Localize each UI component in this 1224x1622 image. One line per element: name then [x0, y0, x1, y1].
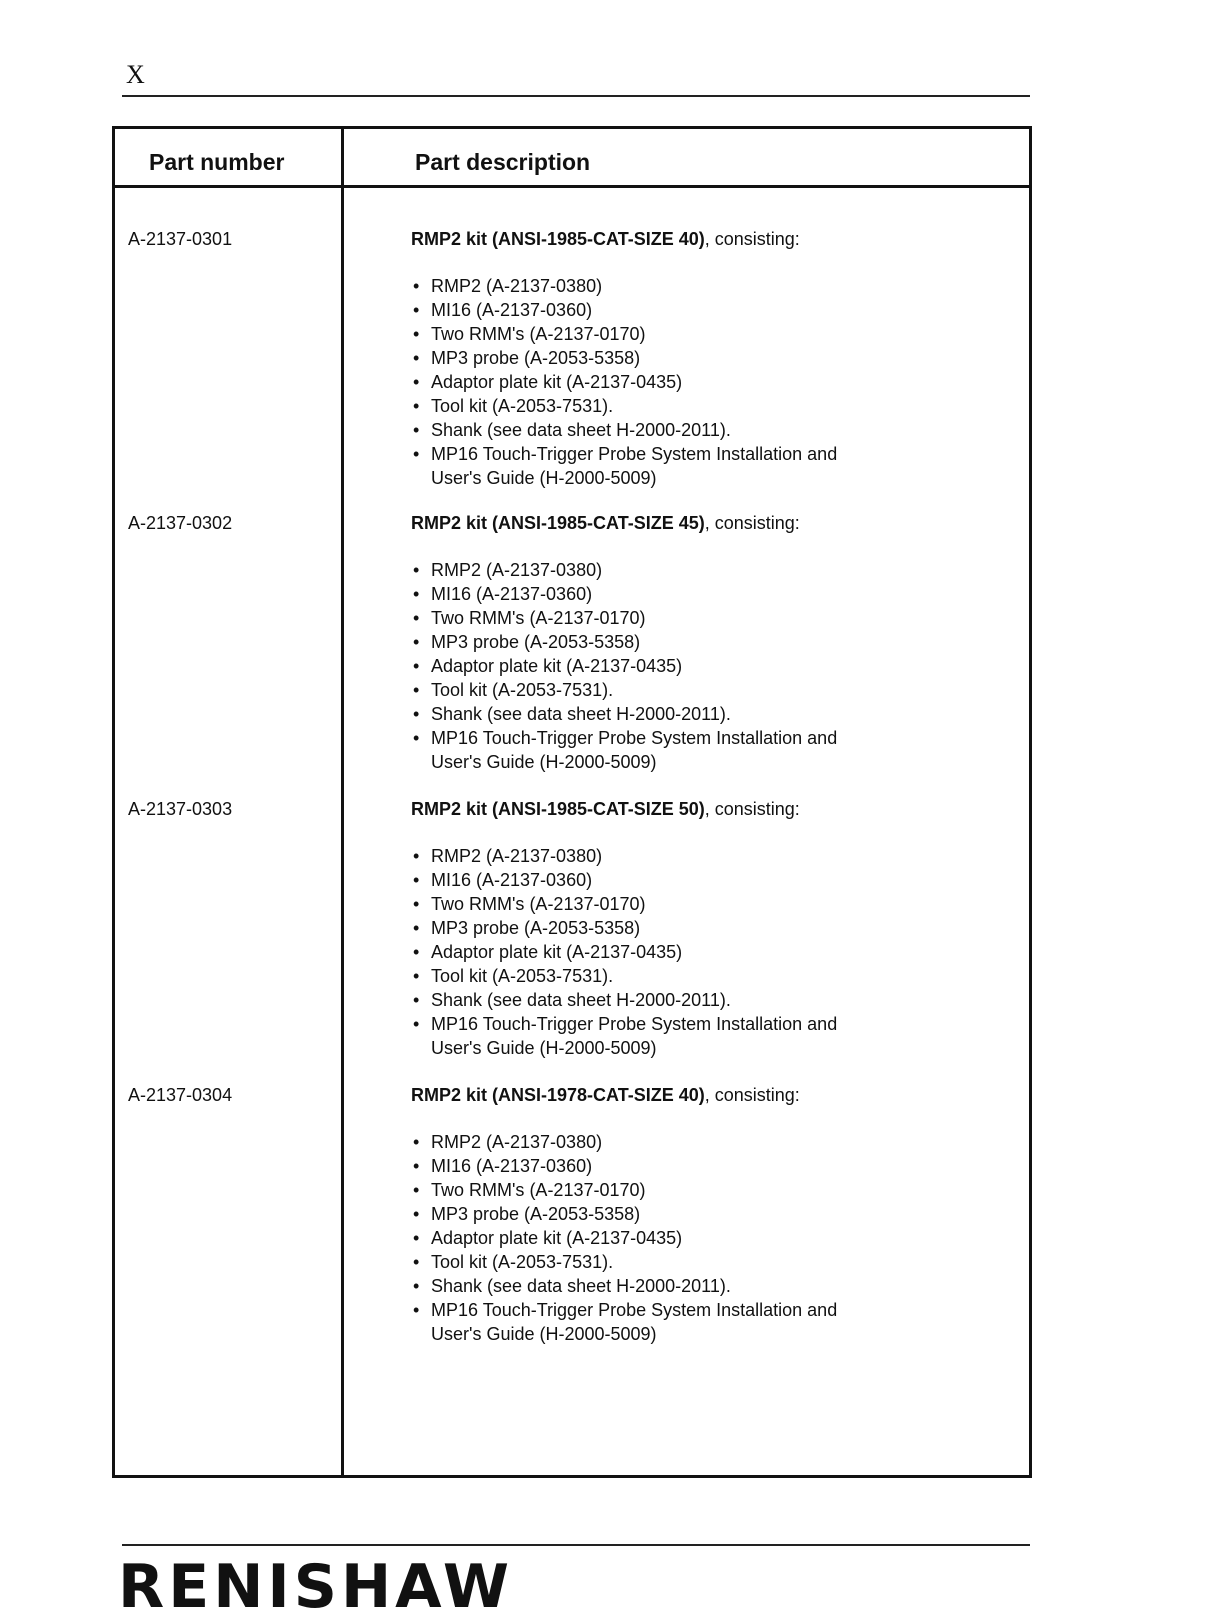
list-item: • Adaptor plate kit (A-2137-0435) — [411, 370, 891, 394]
list-item: • MP16 Touch-Trigger Probe System Installation and User's Guide (H-2000-5009) — [411, 442, 891, 490]
component-list — [411, 1130, 891, 1346]
list-item: • Two RMM's (A-2137-0170) — [411, 892, 891, 916]
list-item: • Tool kit (A-2053-7531). — [411, 1250, 891, 1274]
kit-title-bold: RMP2 kit (ANSI-1985-CAT-SIZE 50) — [411, 799, 705, 819]
page-number: X — [126, 60, 145, 89]
part-description — [411, 513, 891, 774]
header-part-number: Part number — [149, 149, 285, 175]
kit-title — [411, 799, 891, 820]
component-list — [411, 274, 891, 490]
list-item: • MI16 (A-2137-0360) — [411, 582, 891, 606]
list-item: • RMP2 (A-2137-0380) — [411, 1130, 891, 1154]
list-item: • Two RMM's (A-2137-0170) — [411, 606, 891, 630]
kit-title — [411, 1085, 891, 1106]
part-number: A-2137-0302 — [128, 513, 233, 533]
list-item: • MP3 probe (A-2053-5358) — [411, 630, 891, 654]
kit-title — [411, 229, 891, 250]
list-item: • Adaptor plate kit (A-2137-0435) — [411, 654, 891, 678]
list-item: • MP16 Touch-Trigger Probe System Installation and User's Guide (H-2000-5009) — [411, 1012, 891, 1060]
kit-title-bold: RMP2 kit (ANSI-1985-CAT-SIZE 45) — [411, 513, 705, 533]
kit-title-bold: RMP2 kit (ANSI-1978-CAT-SIZE 40) — [411, 1085, 705, 1105]
list-item: • MP3 probe (A-2053-5358) — [411, 916, 891, 940]
kit-title-suffix: , consisting: — [704, 229, 800, 249]
part-number: A-2137-0304 — [128, 1085, 233, 1105]
part-number: A-2137-0303 — [128, 799, 233, 819]
list-item: • RMP2 (A-2137-0380) — [411, 274, 891, 298]
list-item: • Shank (see data sheet H-2000-2011). — [411, 418, 891, 442]
header-divider — [115, 185, 1029, 188]
column-divider — [341, 129, 344, 1475]
kit-title-suffix: , consisting: — [704, 513, 800, 533]
kit-title-bold: RMP2 kit (ANSI-1985-CAT-SIZE 40) — [411, 229, 705, 249]
part-description — [411, 229, 891, 490]
list-item: • MP16 Touch-Trigger Probe System Installation and User's Guide (H-2000-5009) — [411, 726, 891, 774]
list-item: • MI16 (A-2137-0360) — [411, 868, 891, 892]
footer-rule — [122, 1544, 1030, 1546]
parts-table — [112, 126, 1032, 1478]
kit-title — [411, 513, 891, 534]
list-item: • Two RMM's (A-2137-0170) — [411, 1178, 891, 1202]
list-item: • MI16 (A-2137-0360) — [411, 1154, 891, 1178]
list-item: • MP16 Touch-Trigger Probe System Installation and User's Guide (H-2000-5009) — [411, 1298, 891, 1346]
header-rule — [122, 95, 1030, 97]
component-list — [411, 844, 891, 1060]
list-item: • RMP2 (A-2137-0380) — [411, 844, 891, 868]
list-item: • Adaptor plate kit (A-2137-0435) — [411, 1226, 891, 1250]
part-description — [411, 1085, 891, 1346]
kit-title-suffix: , consisting: — [704, 799, 800, 819]
part-number: A-2137-0301 — [128, 229, 233, 249]
list-item: • Tool kit (A-2053-7531). — [411, 964, 891, 988]
list-item: • Adaptor plate kit (A-2137-0435) — [411, 940, 891, 964]
list-item: • Shank (see data sheet H-2000-2011). — [411, 702, 891, 726]
part-description — [411, 799, 891, 1060]
list-item: • Two RMM's (A-2137-0170) — [411, 322, 891, 346]
kit-title-suffix: , consisting: — [704, 1085, 800, 1105]
list-item: • Tool kit (A-2053-7531). — [411, 678, 891, 702]
header-part-description: Part description — [415, 149, 591, 175]
list-item: • Shank (see data sheet H-2000-2011). — [411, 988, 891, 1012]
list-item: • Tool kit (A-2053-7531). — [411, 394, 891, 418]
list-item: • MP3 probe (A-2053-5358) — [411, 346, 891, 370]
renishaw-logo: RENISHAW — [118, 1552, 514, 1622]
list-item: • RMP2 (A-2137-0380) — [411, 558, 891, 582]
list-item: • MP3 probe (A-2053-5358) — [411, 1202, 891, 1226]
list-item: • Shank (see data sheet H-2000-2011). — [411, 1274, 891, 1298]
component-list — [411, 558, 891, 774]
list-item: • MI16 (A-2137-0360) — [411, 298, 891, 322]
